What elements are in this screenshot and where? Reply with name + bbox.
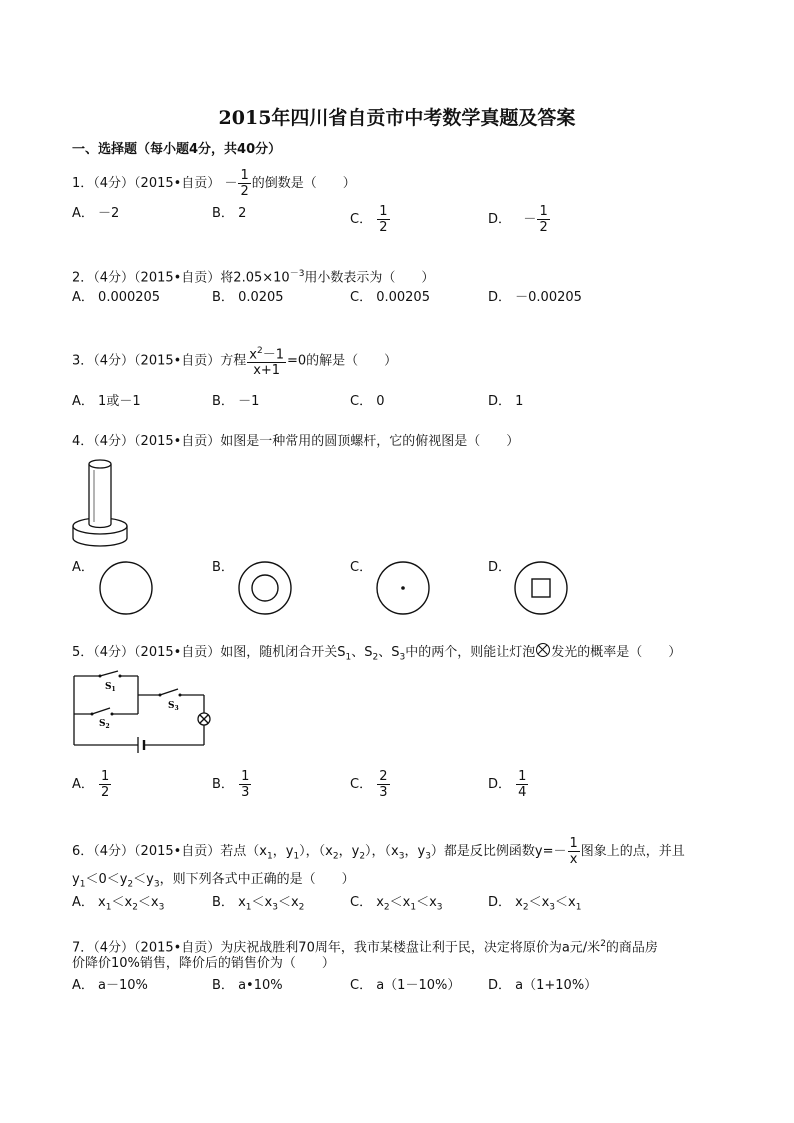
screw-figure	[70, 456, 130, 551]
q1-suffix: 的倒数是（ ）	[251, 176, 356, 191]
q4-option-d-circle-square[interactable]	[513, 560, 569, 616]
q4-option-c-circle-dot[interactable]	[375, 560, 431, 616]
q4-option-c-label[interactable]: C．	[350, 560, 373, 575]
q1-option-a[interactable]: A． －2	[72, 206, 120, 221]
q5-option-d[interactable]: D． $\frac{1}{4}$	[488, 769, 527, 800]
q3-fraction: $\frac{x^2-1}{x+1}$	[249, 346, 285, 379]
q2-option-b[interactable]: B． 0.0205	[212, 290, 284, 305]
q6-option-c[interactable]: C． $x_2<x_1<x_3$	[350, 895, 443, 913]
q4-option-b-concentric-circles[interactable]	[237, 560, 293, 616]
q4-option-b-label[interactable]: B．	[212, 560, 234, 575]
q2-option-a[interactable]: A． 0.000205	[72, 290, 161, 305]
q7-option-b[interactable]: B． a•10%	[212, 978, 283, 993]
page-title: 2015年四川省自贡市中考数学真题及答案	[218, 107, 576, 129]
question-7-line-2: 价降价10%销售，降价后的销售价为（ ）	[72, 956, 335, 971]
q3-option-c[interactable]: C． 0	[350, 394, 385, 409]
circuit-label-s2: $S_2$	[99, 719, 110, 730]
q1-prefix: 1．（4分）（2015•自贡）	[72, 176, 221, 191]
q3-option-b[interactable]: B． －1	[212, 394, 260, 409]
question-6-line-1: 6．（4分）（2015•自贡）若点（$x_1$，$y_1$），（$x_2$，$y_2$），（$x_3$，$y_3$）都是反比例函数y=－ $\frac{1}{x}$ 图象上的点，并且	[72, 836, 685, 867]
question-2-stem: 2．（4分）（2015•自贡）将$2.05\times 10^{-3}$用小数表示为（ ）	[72, 269, 435, 286]
question-6-line-2: $y_1<0<y_2<y_3$，则下列各式中正确的是（ ）	[72, 872, 355, 890]
q2-option-d[interactable]: D． －0.00205	[488, 290, 582, 305]
q5-option-a[interactable]: A． $\frac{1}{2}$	[72, 769, 110, 800]
q4-option-a-circle[interactable]	[98, 560, 154, 616]
q6-option-d[interactable]: D． $x_2<x_3<x_1$	[488, 895, 582, 913]
q1-option-c[interactable]: C． $\frac{1}{2}$	[350, 204, 388, 235]
q5-option-b[interactable]: B． $\frac{1}{3}$	[212, 769, 250, 800]
question-5-stem: 5．（4分）（2015•自贡）如图，随机闭合开关$S_1$、$S_2$、$S_3$中的两个，则能让灯泡 发光的概率是（ ）	[72, 645, 682, 663]
q4-option-d-label[interactable]: D．	[488, 560, 512, 575]
question-4-stem: 4．（4分）（2015•自贡）如图是一种常用的圆顶螺杆，它的俯视图是（ ）	[72, 434, 520, 449]
q3-option-d[interactable]: D． 1	[488, 394, 524, 409]
q5-option-c[interactable]: C． $\frac{2}{3}$	[350, 769, 388, 800]
q4-option-a-label[interactable]: A．	[72, 560, 94, 575]
q1-option-d[interactable]: D． － $\frac{1}{2}$	[488, 204, 548, 235]
q7-option-d[interactable]: D． a（1+10%）	[488, 978, 598, 993]
q3-option-a[interactable]: A． 1或－1	[72, 394, 141, 409]
q7-option-a[interactable]: A． a－10%	[72, 978, 148, 993]
question-3-stem: 3．（4分）（2015•自贡）方程 $\frac{x^2-1}{x+1}$ =0的解是（ ）	[72, 346, 398, 379]
q2-option-c[interactable]: C． 0.00205	[350, 290, 430, 305]
section-header: 一、选择题（每小题4分，共40分）	[72, 142, 282, 157]
q6-option-b[interactable]: B． $x_1<x_3<x_2$	[212, 895, 305, 913]
question-1-stem	[72, 168, 356, 199]
circuit-label-s1: $S_1$	[105, 682, 116, 693]
question-7-line-1: 7．（4分）（2015•自贡）为庆祝战胜利70周年，我市某楼盘让利于民，决定将原价为a元/米$^2$的商品房	[72, 939, 658, 956]
q6-option-a[interactable]: A． $x_1<x_2<x_3$	[72, 895, 165, 913]
q1-minus: －	[224, 176, 238, 191]
q1-fraction: $\frac{1}{2}$	[240, 168, 249, 199]
q1-option-b[interactable]: B． 2	[212, 206, 247, 221]
circuit-label-s3: $S_3$	[168, 701, 179, 712]
q7-option-c[interactable]: C． a（1－10%）	[350, 978, 461, 993]
bulb-icon	[536, 643, 550, 657]
circuit-diagram	[72, 668, 217, 753]
